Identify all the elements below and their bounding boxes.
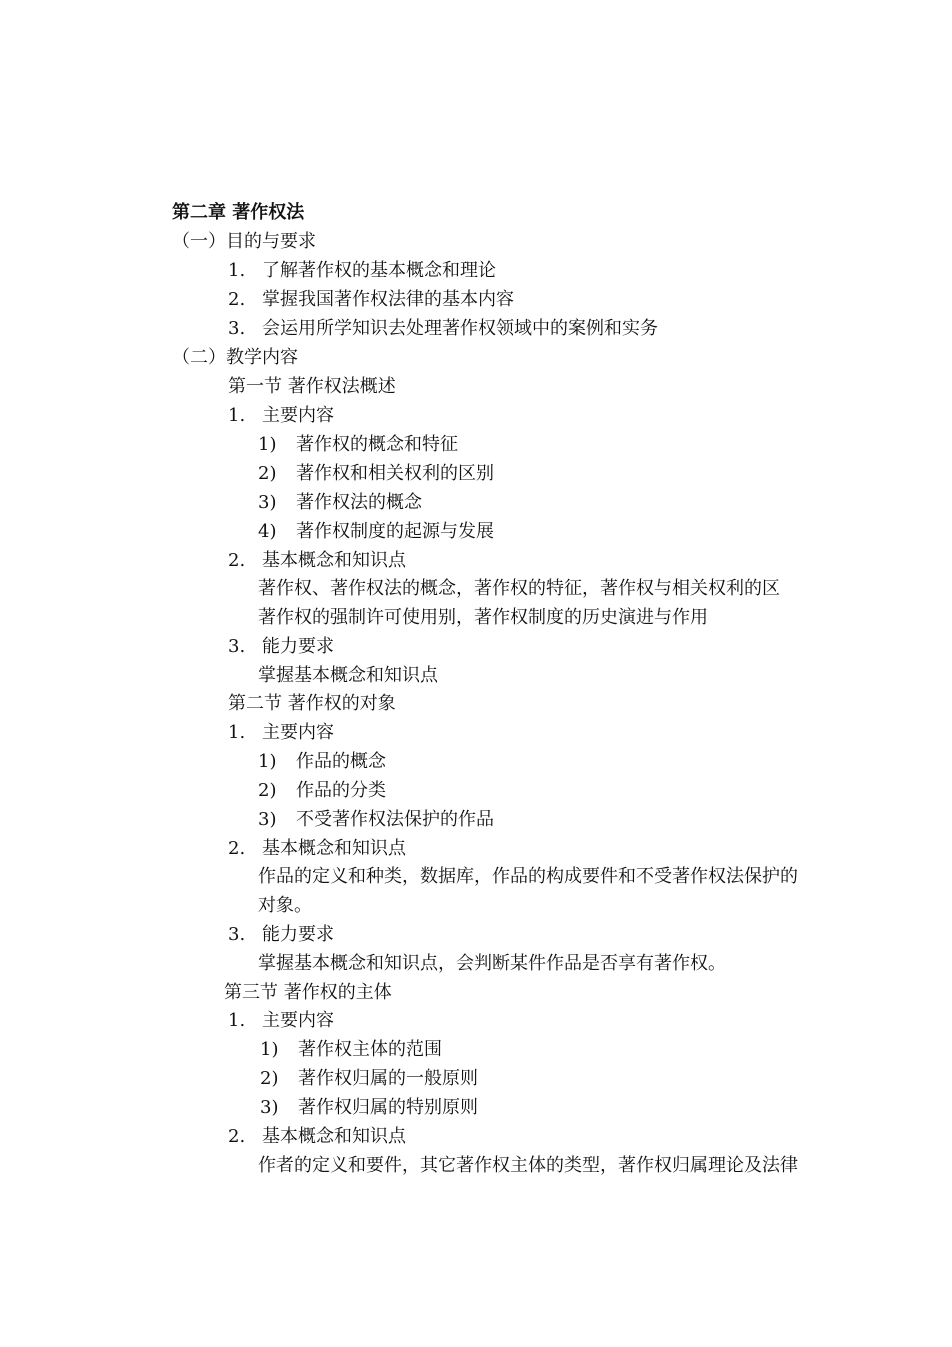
item-num: 3. xyxy=(228,636,246,657)
chapter-title: 第二章 著作权法 xyxy=(172,202,305,223)
item-label: 主要内容 xyxy=(262,722,334,743)
sub-num: 1) xyxy=(258,434,277,455)
item-label: 能力要求 xyxy=(262,924,334,945)
item-num: 2. xyxy=(228,1126,246,1147)
section3-content-heading xyxy=(228,1009,334,1033)
sub-num: 1) xyxy=(260,1039,279,1060)
part2-heading: （二）教学内容 xyxy=(172,347,298,368)
sub-text: 著作权归属的特别原则 xyxy=(298,1097,478,1118)
section1-content-heading xyxy=(228,404,334,428)
section2-sub-2 xyxy=(258,779,386,803)
goal-item-num: 1. xyxy=(228,260,246,281)
item-label: 主要内容 xyxy=(262,405,334,426)
section3-sub-2 xyxy=(260,1067,478,1091)
section1-concepts-text-2: 著作权的强制许可使用别，著作权制度的历史演进与作用 xyxy=(258,607,708,628)
section1-sub-2 xyxy=(258,462,494,486)
item-num: 2. xyxy=(228,550,246,571)
item-label: 能力要求 xyxy=(262,636,334,657)
sub-num: 3) xyxy=(260,1097,279,1118)
sub-text: 著作权的概念和特征 xyxy=(296,434,458,455)
item-label: 基本概念和知识点 xyxy=(262,550,406,571)
section1-concepts-text-1: 著作权、著作权法的概念，著作权的特征，著作权与相关权利的区 xyxy=(258,578,780,599)
sub-num: 1) xyxy=(258,751,277,772)
item-num: 2. xyxy=(228,838,246,859)
section3-title: 第三节 著作权的主体 xyxy=(224,982,392,1003)
sub-num: 2) xyxy=(258,780,277,801)
sub-text: 作品的分类 xyxy=(296,780,386,801)
section1-sub-3 xyxy=(258,491,422,515)
goal-item-2 xyxy=(228,288,514,312)
sub-text: 著作权制度的起源与发展 xyxy=(296,521,494,542)
section2-content-heading xyxy=(228,721,334,745)
item-num: 1. xyxy=(228,722,246,743)
part1-heading: （一）目的与要求 xyxy=(172,231,316,252)
sub-text: 作品的概念 xyxy=(296,751,386,772)
item-num: 3. xyxy=(228,924,246,945)
section3-concepts-text-1: 作者的定义和要件，其它著作权主体的类型，著作权归属理论及法律 xyxy=(258,1155,798,1176)
section2-ability-text: 掌握基本概念和知识点，会判断某件作品是否享有著作权。 xyxy=(258,953,726,974)
section1-ability-heading xyxy=(228,635,334,659)
section2-concepts-text-2: 对象。 xyxy=(258,895,312,916)
sub-num: 3) xyxy=(258,492,277,513)
section2-concepts-text-1: 作品的定义和种类，数据库，作品的构成要件和不受著作权法保护的 xyxy=(258,866,798,887)
section2-concepts-heading xyxy=(228,837,406,861)
section2-title: 第二节 著作权的对象 xyxy=(228,693,396,714)
goal-item-num: 3. xyxy=(228,318,246,339)
section2-ability-heading xyxy=(228,923,334,947)
goal-item-1 xyxy=(228,259,496,283)
goal-item-3 xyxy=(228,317,658,341)
sub-text: 著作权和相关权利的区别 xyxy=(296,463,494,484)
item-num: 1. xyxy=(228,405,246,426)
goal-item-text: 掌握我国著作权法律的基本内容 xyxy=(262,289,514,310)
item-label: 基本概念和知识点 xyxy=(262,1126,406,1147)
section2-sub-1 xyxy=(258,750,386,774)
item-num: 1. xyxy=(228,1010,246,1031)
item-label: 基本概念和知识点 xyxy=(262,838,406,859)
sub-text: 著作权主体的范围 xyxy=(298,1039,442,1060)
section1-ability-text: 掌握基本概念和知识点 xyxy=(258,665,438,686)
section3-sub-3 xyxy=(260,1096,478,1120)
sub-num: 3) xyxy=(258,809,277,830)
section1-title: 第一节 著作权法概述 xyxy=(228,376,396,397)
sub-num: 2) xyxy=(260,1068,279,1089)
section3-sub-1 xyxy=(260,1038,442,1062)
section1-sub-4 xyxy=(258,520,494,544)
goal-item-text: 了解著作权的基本概念和理论 xyxy=(262,260,496,281)
sub-text: 不受著作权法保护的作品 xyxy=(296,809,494,830)
section2-sub-3 xyxy=(258,808,494,832)
section1-sub-1 xyxy=(258,433,458,457)
goal-item-num: 2. xyxy=(228,289,246,310)
section1-concepts-heading xyxy=(228,549,406,573)
sub-text: 著作权归属的一般原则 xyxy=(298,1068,478,1089)
item-label: 主要内容 xyxy=(262,1010,334,1031)
sub-num: 4) xyxy=(258,521,277,542)
section3-concepts-heading xyxy=(228,1125,406,1149)
goal-item-text: 会运用所学知识去处理著作权领域中的案例和实务 xyxy=(262,318,658,339)
sub-text: 著作权法的概念 xyxy=(296,492,422,513)
sub-num: 2) xyxy=(258,463,277,484)
